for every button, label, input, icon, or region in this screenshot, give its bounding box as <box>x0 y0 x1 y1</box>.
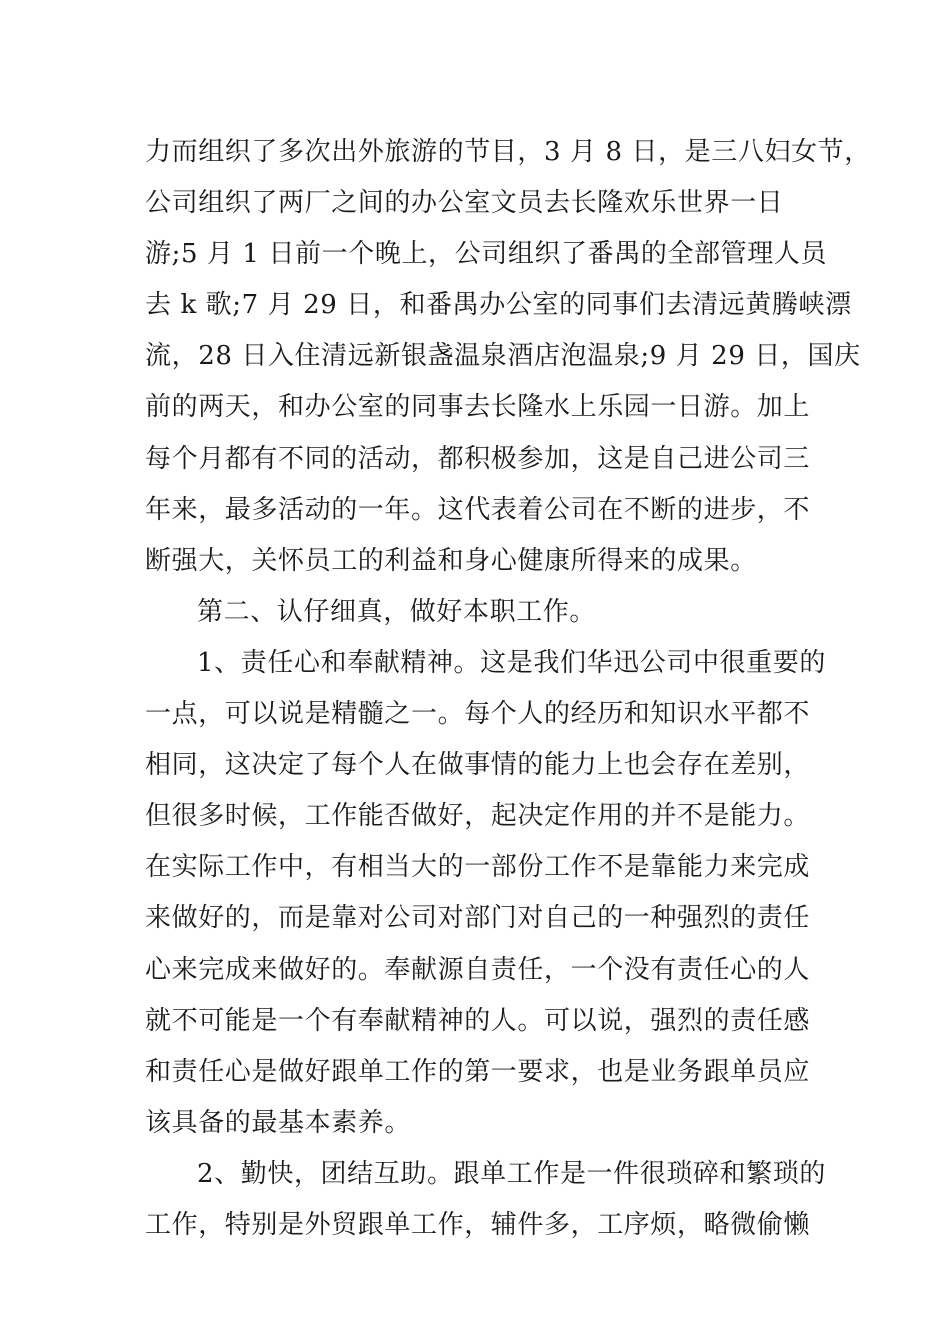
text-line: 在实际工作中，有相当大的一部份工作不是靠能力来完成 <box>145 852 811 883</box>
section-heading: 第二、认仔细真，做好本职工作。 <box>197 596 597 627</box>
text-line: 前的两天，和办公室的同事去长隆水上乐园一日游。加上 <box>145 392 811 423</box>
text-line: 去 k 歌;7 月 29 日，和番禺办公室的同事们去清远黄腾峡漂 <box>145 290 852 321</box>
text-line: 来做好的，而是靠对公司对部门对自己的一种强烈的责任 <box>145 903 811 934</box>
text-line: 年来，最多活动的一年。这代表着公司在不断的进步，不 <box>145 494 811 525</box>
document-body <box>145 127 871 1251</box>
text-line: 一点，可以说是精髓之一。每个人的经历和知识水平都不 <box>145 699 811 730</box>
text-line: 公司组织了两厂之间的办公室文员去长隆欢乐世界一日 <box>145 188 784 219</box>
text-line: 但很多时候，工作能否做好，起决定作用的并不是能力。 <box>145 801 811 832</box>
text-line: 流，28 日入住清远新银盏温泉酒店泡温泉;9 月 29 日，国庆 <box>145 341 861 372</box>
text-line: 和责任心是做好跟单工作的第一要求，也是业务跟单员应 <box>145 1056 811 1087</box>
text-line: 工作，特别是外贸跟单工作，辅件多，工序烦，略微偷懒 <box>145 1209 811 1240</box>
text-line: 相同，这决定了每个人在做事情的能力上也会存在差别， <box>145 750 811 781</box>
text-line: 每个月都有不同的活动，都积极参加，这是自己进公司三 <box>145 443 811 474</box>
text-line: 就不可能是一个有奉献精神的人。可以说，强烈的责任感 <box>145 1005 811 1036</box>
text-line: 游;5 月 1 日前一个晚上，公司组织了番禺的全部管理人员 <box>145 239 828 270</box>
text-line: 力而组织了多次出外旅游的节目，3 月 8 日，是三八妇女节， <box>145 137 871 167</box>
text-line: 该具备的最基本素养。 <box>145 1107 412 1138</box>
text-line: 心来完成来做好的。奉献源自责任，一个没有责任心的人 <box>145 954 811 985</box>
text-line: 断强大，关怀员工的利益和身心健康所得来的成果。 <box>145 545 757 576</box>
text-line: 2、勤快，团结互助。跟单工作是一件很琐碎和繁琐的 <box>197 1158 826 1189</box>
text-line: 1、责任心和奉献精神。这是我们华迅公司中很重要的 <box>197 647 826 678</box>
